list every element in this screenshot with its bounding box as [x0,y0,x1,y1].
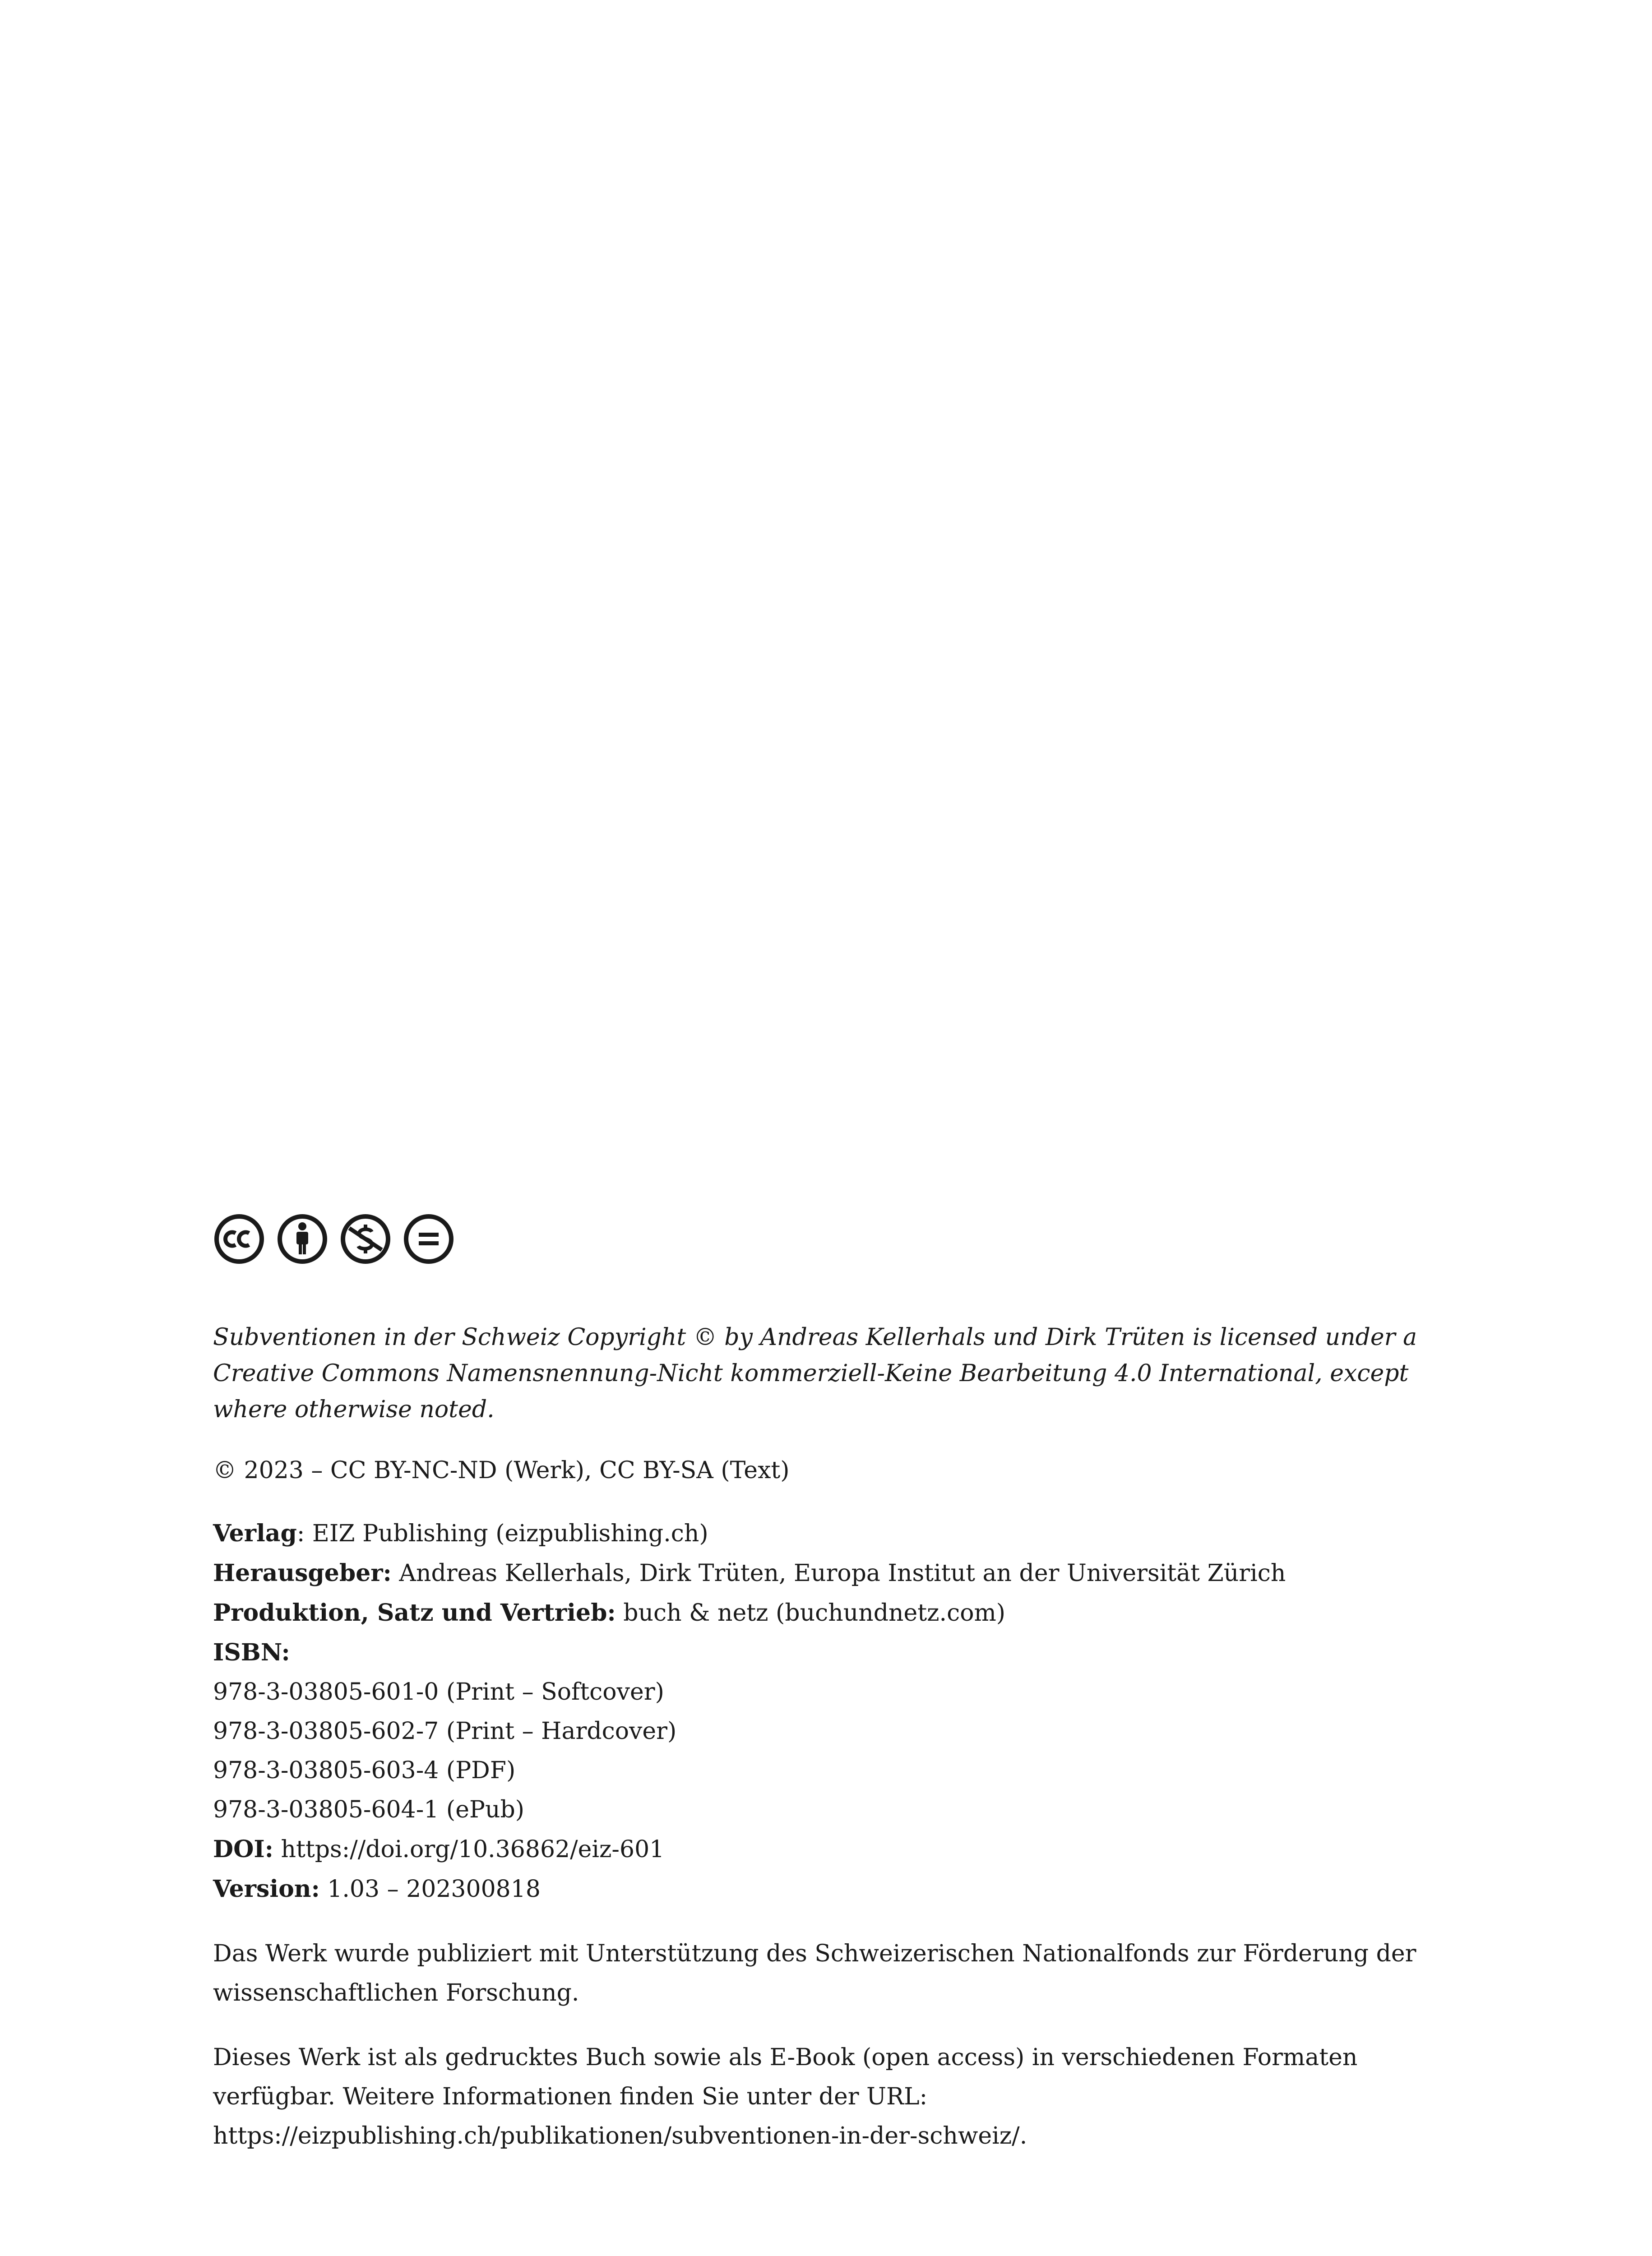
isbn-line [213,1633,1458,1673]
by-person-icon [276,1213,329,1265]
doi-value: https://doi.org/10.36862/eiz-601 [273,1836,665,1863]
verlag-value: EIZ Publishing (eizpublishing.ch) [305,1520,708,1547]
nd-equals-icon [403,1213,455,1265]
imprint-content [213,1319,1458,2156]
creative-commons-badges [213,1213,455,1265]
funding-line: Das Werk wurde publiziert mit Unterstützung des Schweizerischen Nationalfonds zur Förderung der [213,1940,1416,1967]
license-line: Subventionen in der Schweiz Copyright © by Andreas Kellerhals und Dirk Trüten is licensed under a [213,1324,1417,1351]
isbn-item: 978-3-03805-602-7 (Print – Hardcover) [213,1718,677,1745]
verlag-line [213,1514,1458,1553]
produktion-line [213,1593,1458,1633]
herausgeber-line [213,1553,1458,1593]
availability-line: Dieses Werk ist als gedrucktes Buch sowie als E-Book (open access) in verschiedenen Formaten [213,2044,1358,2071]
herausgeber-label: Herausgeber: [213,1559,392,1587]
produktion-label: Produktion, Satz und Vertrieb: [213,1599,616,1627]
doi-line [213,1830,1458,1869]
version-value: 1.03 – 202300818 [319,1876,541,1903]
isbn-label: ISBN: [213,1639,290,1666]
availability-line: verfügbar. Weitere Informationen finden Sie unter der URL: [213,2083,928,2110]
doi-label: DOI: [213,1835,273,1863]
nc-dollar-icon [339,1213,392,1265]
funding-note [213,1934,1458,2013]
license-line: Creative Commons Namensnennung-Nicht kommerziell-Keine Bearbeitung 4.0 International, except [213,1360,1409,1387]
availability-note [213,2038,1458,2156]
verlag-label: Verlag [213,1520,297,1547]
herausgeber-value: Andreas Kellerhals, Dirk Trüten, Europa Institut an der Universität Zürich [391,1560,1286,1587]
verlag-colon: : [296,1520,305,1547]
license-statement [213,1319,1458,1428]
funding-line: wissenschaftlichen Forschung. [213,1979,579,2006]
license-line: where otherwise noted. [213,1396,495,1423]
version-line [213,1869,1458,1909]
produktion-value: buch & netz (buchundnetz.com) [615,1600,1006,1627]
version-label: Version: [213,1875,320,1903]
availability-url: https://eizpublishing.ch/publikationen/subventionen-in-der-schweiz/. [213,2122,1027,2150]
isbn-item: 978-3-03805-604-1 (ePub) [213,1796,525,1823]
publication-metadata [213,1514,1458,1909]
cc-icon [213,1213,265,1265]
copyright-line: © 2023 – CC BY-NC-ND (Werk), CC BY-SA (Text) [213,1457,790,1484]
isbn-item: 978-3-03805-603-4 (PDF) [213,1757,516,1784]
isbn-item: 978-3-03805-601-0 (Print – Softcover) [213,1678,664,1706]
